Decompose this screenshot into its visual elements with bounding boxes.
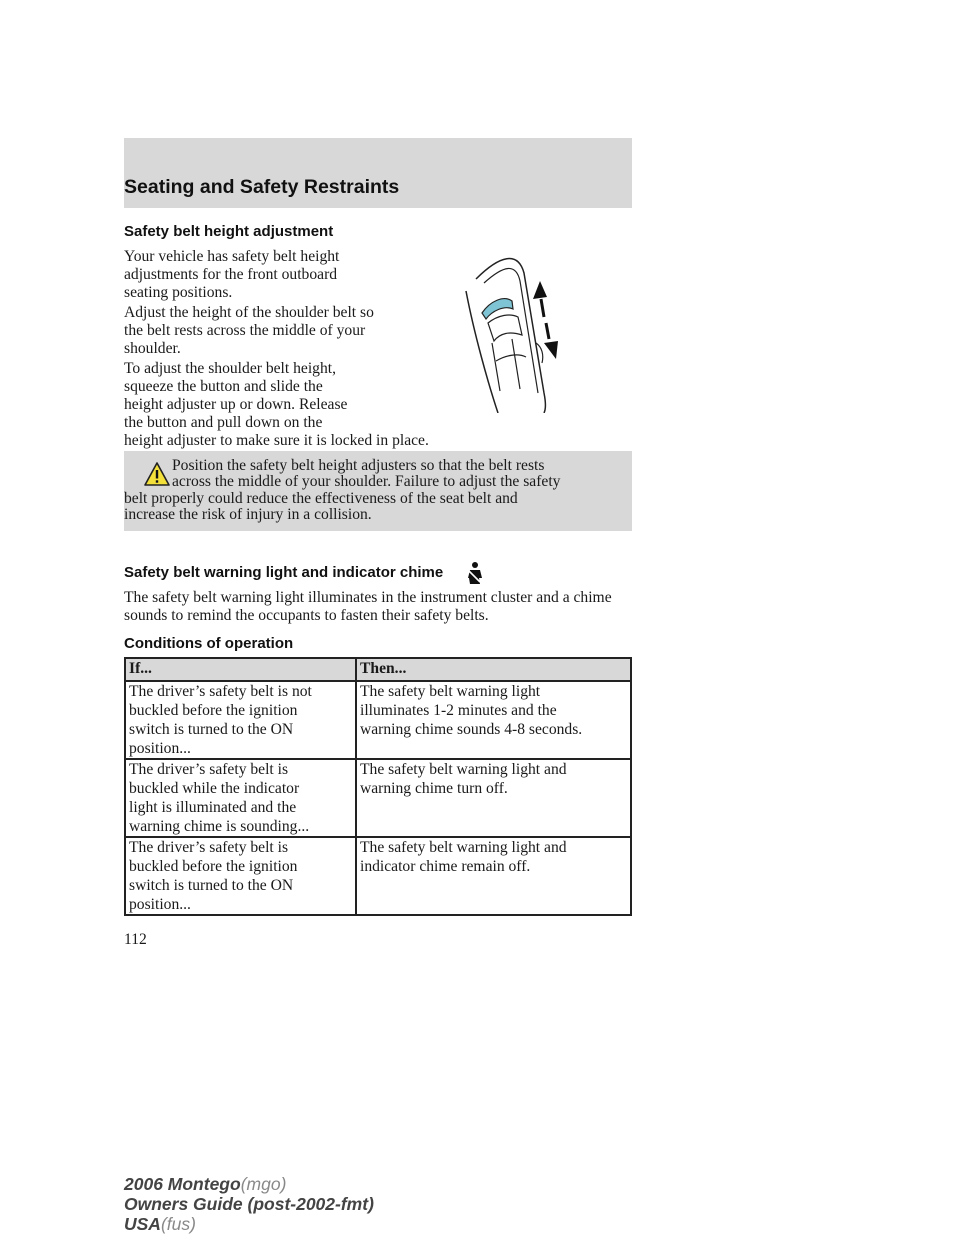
column-header-then: Then... [356, 658, 631, 681]
warning-light-heading: Safety belt warning light and indicator chime [124, 564, 444, 581]
warning-box [124, 451, 632, 531]
condition-then-cell [356, 681, 631, 759]
condition-then-cell [356, 837, 631, 915]
conditions-heading: Conditions of operation [124, 635, 294, 652]
warning-line: across the middle of your shoulder. Failure to adjust the safety [172, 473, 561, 491]
cell-line: The safety belt warning light and [360, 839, 567, 856]
table-row [125, 759, 631, 837]
page-number: 112 [124, 931, 147, 948]
column-header-if: If... [125, 658, 356, 681]
cell-line: The driver’s safety belt is [129, 839, 289, 856]
footer-model: 2006 Montego [124, 1174, 241, 1194]
cell-line: position... [129, 740, 191, 757]
document-footer [124, 1174, 374, 1234]
cell-line: warning chime turn off. [360, 780, 508, 797]
footer-guide: Owners Guide (post-2002-fmt) [124, 1194, 374, 1214]
warning-line: Position the safety belt height adjusters so that the belt rests [172, 457, 545, 474]
warning-line: belt properly could reduce the effectiveness of the seat belt and [124, 489, 518, 507]
cell-line: indicator chime remain off. [360, 858, 531, 875]
conditions-table [124, 657, 632, 916]
cell-line: illuminates 1-2 minutes and the [360, 702, 557, 719]
cell-line: The safety belt warning light and [360, 761, 567, 778]
footer-market: USA [124, 1214, 161, 1234]
procedure-line: To adjust the shoulder belt height, [124, 360, 336, 377]
cell-line: switch is turned to the ON [129, 877, 294, 894]
condition-then-cell [356, 759, 631, 837]
height-adjustment-intro: Your vehicle has safety belt height adjustments for the front outboard seating positions. [124, 248, 340, 301]
cell-line: The driver’s safety belt is [129, 761, 289, 778]
procedure-line: height adjuster to make sure it is locked in place. [124, 432, 429, 449]
condition-if-cell [125, 759, 356, 837]
table-row [125, 681, 631, 759]
table-header-row [125, 658, 631, 681]
cell-line: light is illuminated and the [129, 799, 297, 816]
cell-line: warning chime sounds 4-8 seconds. [360, 721, 583, 738]
procedure-line: squeeze the button and slide the [124, 378, 323, 395]
cell-line: position... [129, 896, 191, 913]
cell-line: The safety belt warning light [360, 683, 541, 700]
cell-line: buckled while the indicator [129, 780, 300, 797]
footer-market-code: (fus) [160, 1214, 196, 1234]
table-row [125, 837, 631, 915]
cell-line: warning chime is sounding... [129, 818, 310, 835]
cell-line: buckled before the ignition [129, 858, 298, 875]
height-adjustment-heading: Safety belt height adjustment [124, 223, 334, 240]
warning-line: increase the risk of injury in a collision. [124, 506, 372, 524]
section-title: Seating and Safety Restraints [124, 176, 400, 198]
cell-line: buckled before the ignition [129, 702, 298, 719]
warning-text [124, 458, 616, 524]
seatbelt-indicator-icon [464, 561, 486, 585]
condition-if-cell [125, 837, 356, 915]
footer-model-code: (mgo) [240, 1174, 287, 1194]
belt-height-adjuster-illustration [460, 243, 590, 413]
procedure-line: the button and pull down on the [124, 414, 323, 431]
height-adjustment-instructions: Adjust the height of the shoulder belt so the belt rests across the middle of your shoulder. [124, 304, 374, 357]
warning-light-description: The safety belt warning light illuminates in the instrument cluster and a chime sounds to remind the occupants to fasten their safety belts. [124, 589, 612, 624]
procedure-line: height adjuster up or down. Release [124, 396, 348, 413]
cell-line: switch is turned to the ON [129, 721, 294, 738]
cell-line: The driver’s safety belt is not [129, 683, 312, 700]
condition-if-cell [125, 681, 356, 759]
